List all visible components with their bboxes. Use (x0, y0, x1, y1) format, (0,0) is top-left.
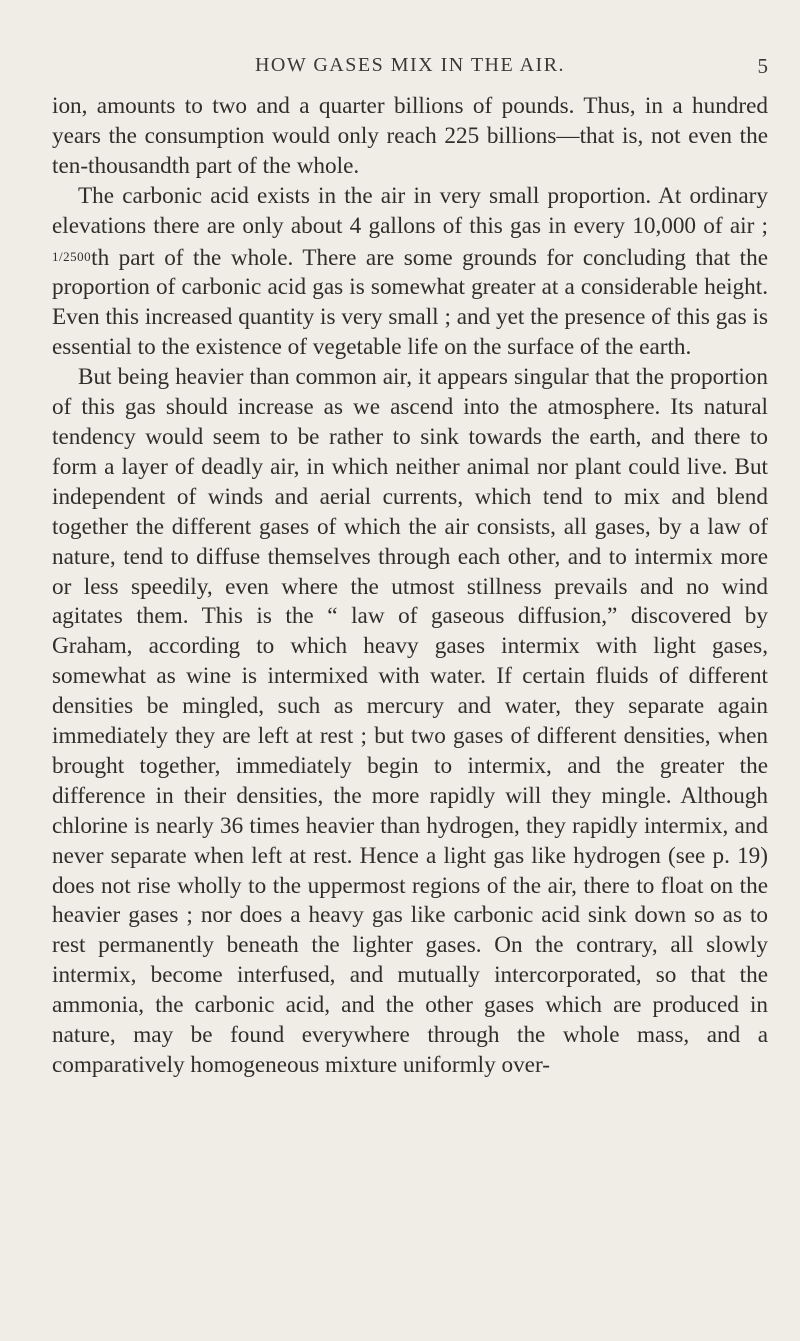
body-text (52, 92, 768, 1081)
paragraph-text-before: The carbonic acid exists in the air in very small proportion. At ordinary elevations there are only about 4 gallons of this gas in every 10,000 of air ; (52, 182, 768, 239)
running-title: HOW GASES MIX IN THE AIR. (254, 54, 566, 76)
paragraph-gaseous-diffusion (52, 363, 768, 1081)
running-head (52, 54, 768, 82)
fraction-denominator: 1/2500 (52, 248, 92, 264)
paragraph-text: But being heavier than common air, it appears singular that the proportion of this gas should increase as we ascend into the atmosphere. Its natural tendency would seem to be rather to sink towards the earth, and there to form a layer of deadly air, in which neither animal nor plant could live. But independent of winds and aerial currents, which tend to mix and blend together the different gases of which the air consists, all gases, by a law of nature, tend to diffuse themselves through each other, and to intermix more or less speedily, even where the utmost stillness prevails and no wind agitates them. This is the “ law of gaseous diffusion,” discovered by Graham, according to which heavy gases intermix with light gases, somewhat as wine is intermixed with water. If certain fluids of different densities be mingled, such as mercury and water, they separate again immediately they are left at rest ; but two gases of different densities, when brought together, immediately begin to intermix, and the greater the difference in their densities, the more rapidly will they mingle. Although chlorine is nearly 36 times heavier than hydrogen, they rapidly intermix, and never separate when left at rest. Hence a light gas like hydrogen (see p. 19) does not rise wholly to the uppermost regions of the air, there to float on the heavier gases ; nor does a heavy gas like carbonic acid sink down so as to rest permanently beneath the lighter gases. On the contrary, all slowly intermix, become interfused, and mutually intercorporated, so that the ammonia, the carbonic acid, and the other gases which are produced in nature, may be found everywhere through the whole mass, and a comparatively homogeneous mixture uniformly over- (52, 364, 768, 1078)
page-number: 5 (757, 54, 768, 78)
paragraph-text-after: th part of the whole. There are some grounds for concluding that the proportion of carbonic acid gas is somewhat greater at a considerable height. Even this increased quantity is very small ; and yet the presence of this gas is essential to the existence of vegetable life on the surface of the earth. (52, 244, 768, 361)
paragraph-text: ion, amounts to two and a quarter billions of pounds. Thus, in a hundred years the consumption would only reach 225 billions—that is, not even the ten-thousandth part of the whole. (52, 93, 768, 179)
paragraph-carbonic-acid (52, 182, 768, 363)
paragraph-continuation (52, 92, 768, 182)
